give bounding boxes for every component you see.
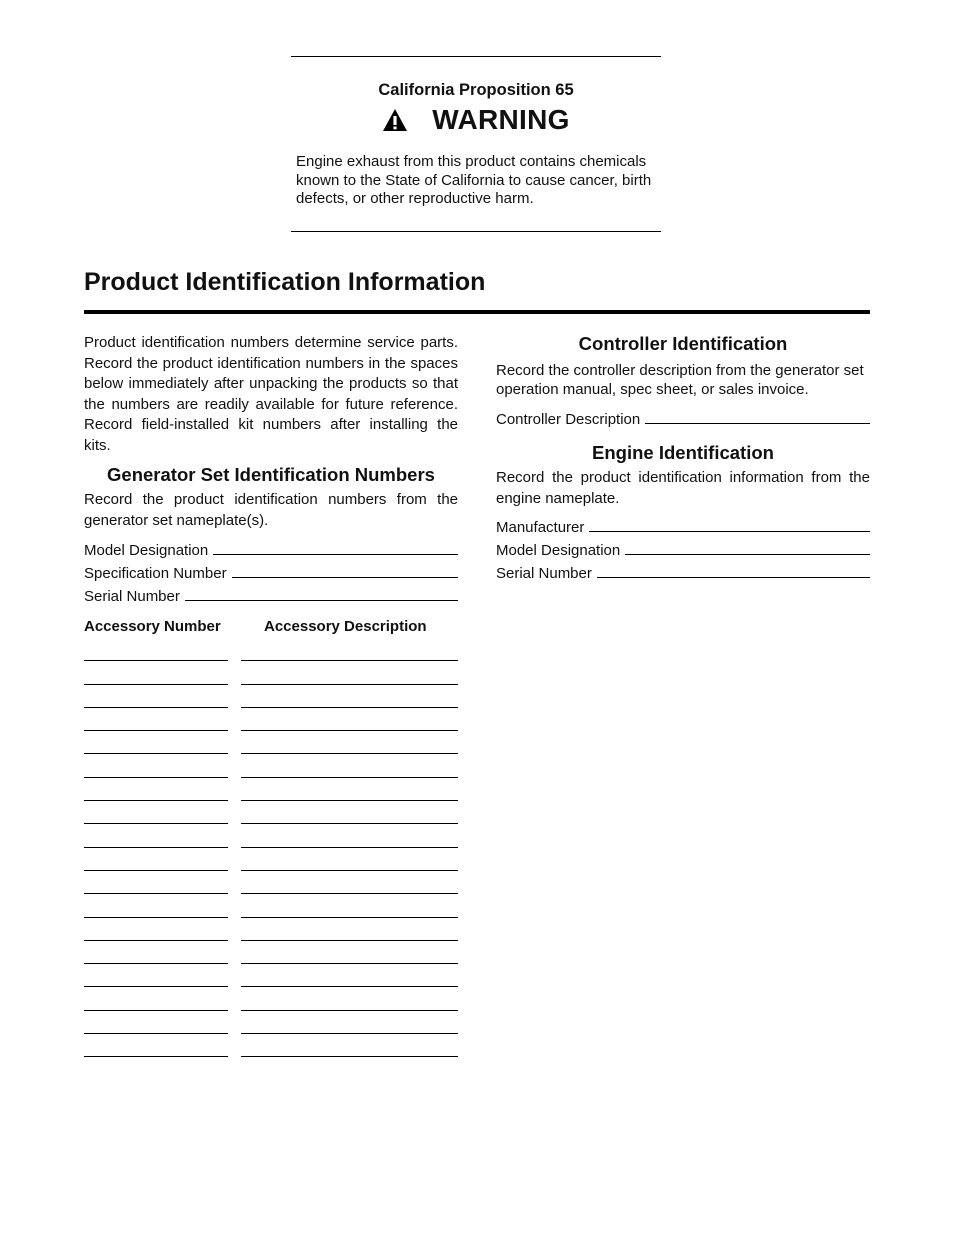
accessory-number-blank[interactable] bbox=[84, 1056, 228, 1057]
engine-manufacturer-field[interactable] bbox=[496, 513, 870, 536]
genset-specification-number-field[interactable] bbox=[84, 559, 458, 582]
accessory-row bbox=[84, 754, 458, 777]
genset-text: Record the product identification numbers from the generator set nameplate(s). bbox=[84, 491, 458, 529]
accessory-row bbox=[84, 824, 458, 847]
accessory-row bbox=[84, 731, 458, 754]
controller-heading: Controller Identification bbox=[578, 333, 788, 354]
genset-fields bbox=[84, 536, 458, 605]
warning-bottom-rule bbox=[291, 231, 661, 232]
accessory-number-blank[interactable] bbox=[84, 777, 228, 778]
accessory-row bbox=[84, 848, 458, 871]
accessory-number-blank[interactable] bbox=[84, 847, 228, 848]
engine-fields bbox=[496, 513, 870, 582]
warning-subtitle: California Proposition 65 bbox=[378, 81, 574, 99]
field-blank-line[interactable] bbox=[589, 531, 870, 532]
field-label: Controller Description bbox=[496, 411, 641, 428]
controller-fields bbox=[496, 405, 870, 428]
accessory-description-blank[interactable] bbox=[241, 893, 458, 894]
accessory-number-blank[interactable] bbox=[84, 800, 228, 801]
accessory-row bbox=[84, 964, 458, 987]
left-column bbox=[84, 333, 458, 1057]
accessory-number-blank[interactable] bbox=[84, 707, 228, 708]
accessory-description-blank[interactable] bbox=[241, 1033, 458, 1034]
accessory-row bbox=[84, 661, 458, 684]
accessory-row bbox=[84, 941, 458, 964]
accessory-number-blank[interactable] bbox=[84, 730, 228, 731]
accessory-number-blank[interactable] bbox=[84, 963, 228, 964]
genset-serial-number-field[interactable] bbox=[84, 582, 458, 605]
accessory-row bbox=[84, 708, 458, 731]
accessory-description-blank[interactable] bbox=[241, 917, 458, 918]
warning-body: Engine exhaust from this product contains chemicals known to the State of California to cause cancer, birth defects, or other reproductive harm. bbox=[296, 153, 652, 207]
warning-top-rule bbox=[291, 56, 661, 57]
accessory-number-blank[interactable] bbox=[84, 986, 228, 987]
accessory-row bbox=[84, 871, 458, 894]
title-rule bbox=[84, 310, 870, 314]
accessory-description-blank[interactable] bbox=[241, 753, 458, 754]
field-blank-line[interactable] bbox=[213, 554, 458, 555]
warning-header bbox=[291, 104, 661, 136]
accessory-number-blank[interactable] bbox=[84, 940, 228, 941]
genset-model-designation-field[interactable] bbox=[84, 536, 458, 559]
accessory-description-header: Accessory Description bbox=[264, 618, 427, 635]
warning-title: WARNING bbox=[432, 104, 570, 135]
accessory-number-blank[interactable] bbox=[84, 823, 228, 824]
accessory-table-header bbox=[84, 618, 458, 635]
accessory-description-blank[interactable] bbox=[241, 777, 458, 778]
accessory-number-blank[interactable] bbox=[84, 893, 228, 894]
field-label: Manufacturer bbox=[496, 519, 585, 536]
accessory-row bbox=[84, 987, 458, 1010]
controller-description-field[interactable] bbox=[496, 405, 870, 428]
accessory-number-blank[interactable] bbox=[84, 1010, 228, 1011]
accessory-description-blank[interactable] bbox=[241, 986, 458, 987]
intro-paragraph: Product identification numbers determine service parts. Record the product identification numbers in the spaces below immediately after unpacking the products so that the numbers are readily available for future reference. Record field-installed kit numbers after installing the kits. bbox=[84, 334, 458, 454]
accessory-row bbox=[84, 894, 458, 917]
field-label: Model Designation bbox=[84, 542, 209, 559]
field-blank-line[interactable] bbox=[232, 577, 458, 578]
accessory-row bbox=[84, 638, 458, 661]
engine-text: Record the product identification information from the engine nameplate. bbox=[496, 469, 870, 507]
field-blank-line[interactable] bbox=[185, 600, 458, 601]
warning-triangle-icon bbox=[382, 108, 408, 132]
accessory-description-blank[interactable] bbox=[241, 940, 458, 941]
accessory-description-blank[interactable] bbox=[241, 730, 458, 731]
accessory-description-blank[interactable] bbox=[241, 847, 458, 848]
accessory-number-blank[interactable] bbox=[84, 870, 228, 871]
accessory-description-blank[interactable] bbox=[241, 660, 458, 661]
accessory-description-blank[interactable] bbox=[241, 684, 458, 685]
field-blank-line[interactable] bbox=[625, 554, 870, 555]
controller-text: Record the controller description from the generator set operation manual, spec sheet, or sales invoice. bbox=[496, 362, 864, 398]
accessory-number-blank[interactable] bbox=[84, 1033, 228, 1034]
accessory-row bbox=[84, 1011, 458, 1034]
field-label: Serial Number bbox=[496, 565, 592, 582]
accessory-description-blank[interactable] bbox=[241, 800, 458, 801]
right-column bbox=[496, 333, 870, 582]
accessory-table bbox=[84, 638, 458, 1057]
accessory-row bbox=[84, 918, 458, 941]
accessory-description-blank[interactable] bbox=[241, 963, 458, 964]
engine-heading: Engine Identification bbox=[592, 442, 774, 463]
accessory-number-blank[interactable] bbox=[84, 753, 228, 754]
field-blank-line[interactable] bbox=[645, 423, 870, 424]
accessory-row bbox=[84, 778, 458, 801]
accessory-row bbox=[84, 801, 458, 824]
accessory-description-blank[interactable] bbox=[241, 870, 458, 871]
accessory-number-header: Accessory Number bbox=[84, 618, 221, 635]
page-title: Product Identification Information bbox=[84, 268, 486, 296]
accessory-description-blank[interactable] bbox=[241, 1056, 458, 1057]
accessory-number-blank[interactable] bbox=[84, 660, 228, 661]
accessory-description-blank[interactable] bbox=[241, 1010, 458, 1011]
field-label: Model Designation bbox=[496, 542, 621, 559]
field-blank-line[interactable] bbox=[597, 577, 870, 578]
field-label: Serial Number bbox=[84, 588, 180, 605]
accessory-description-blank[interactable] bbox=[241, 823, 458, 824]
accessory-row bbox=[84, 1034, 458, 1057]
accessory-description-blank[interactable] bbox=[241, 707, 458, 708]
accessory-number-blank[interactable] bbox=[84, 917, 228, 918]
field-label: Specification Number bbox=[84, 565, 227, 582]
engine-serial-number-field[interactable] bbox=[496, 559, 870, 582]
engine-model-designation-field[interactable] bbox=[496, 536, 870, 559]
accessory-row bbox=[84, 685, 458, 708]
accessory-number-blank[interactable] bbox=[84, 684, 228, 685]
genset-heading: Generator Set Identification Numbers bbox=[107, 464, 435, 485]
